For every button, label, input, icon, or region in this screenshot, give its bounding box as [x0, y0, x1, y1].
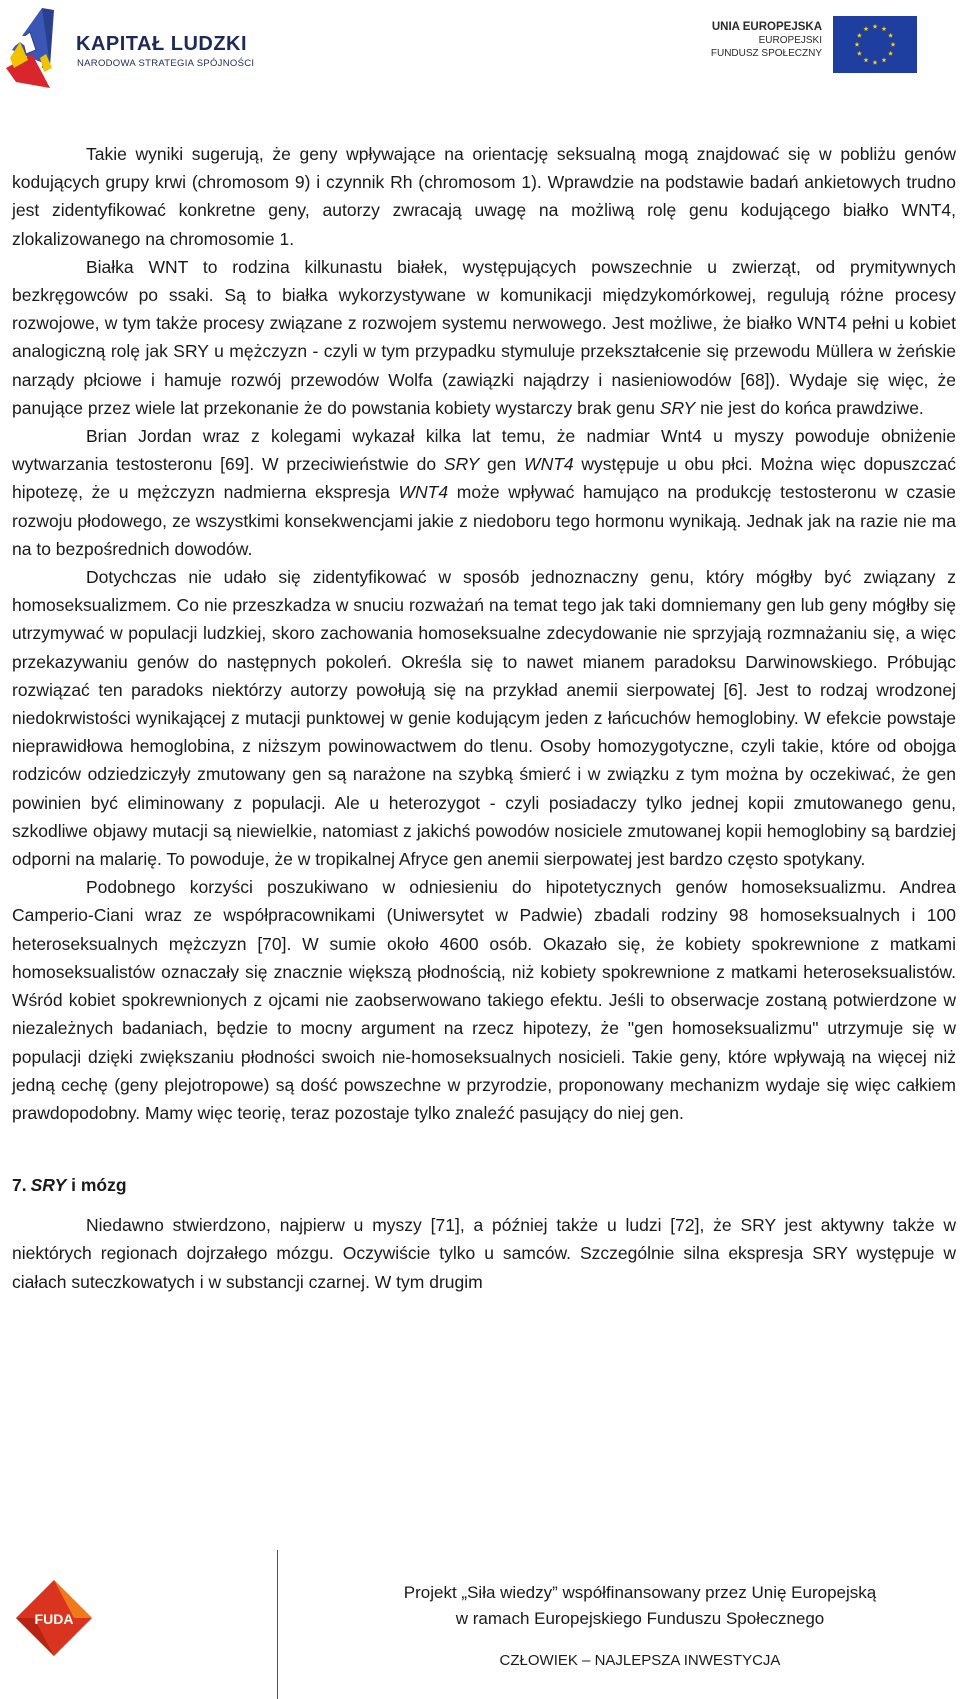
- paragraph: Brian Jordan wraz z kolegami wykazał kilka lat temu, że nadmiar Wnt4 u myszy powoduje obniżenie wytwarzania testosteronu [69]. W przeciwieństwie do SRY gen WNT4 występuje u obu płci. Można więc dopuszczać hipotezę, że u mężczyzn nadmierna ekspresja WNT4 może wpływać hamująco na produkcję testosteronu w czasie rozwoju płodowego, ze wszystkimi konsekwencjami jakie z niedoboru tego hormonu wynikają. Jednak jak na razie nie ma na to bezpośrednich dowodów.: [12, 426, 957, 559]
- eu-line-1: UNIA EUROPEJSKA: [711, 21, 822, 33]
- eu-line-3: FUNDUSZ SPOŁECZNY: [710, 48, 822, 59]
- footer-divider: [277, 1550, 278, 1699]
- footer-line-1: Projekt „Siła wiedzy” współfinansowany przez Unię Europejską: [403, 1583, 877, 1602]
- kapital-ludzki-title: KAPITAŁ LUDZKI: [76, 33, 248, 55]
- document-body: [12, 140, 956, 1296]
- italic-term: SRY: [659, 397, 696, 418]
- section-heading: [12, 1171, 956, 1199]
- paragraph: Dotychczas nie udało się zidentyfikować w sposób jednoznaczny genu, który mógłby być związany z homoseksualizmem. Co nie przeszkadza w snuciu rozważań na temat tego jak taki domniemany gen lub geny mógłby się utrzymywać w populacji ludzkiej, skoro zachowania homoseksualne zdecydowanie nie sprzyjają rozmnażaniu się, a więc przekazywaniu genów do następnych pokoleń. Określa się to nawet mianem paradoksu Darwinowskiego. Próbując rozwiązać ten paradoks niektórzy autorzy powołują się na przykład anemii sierpowatej [6]. Jest to rodzaj wrodzonej niedokrwistości wynikającej z mutacji punktowej w genie kodującym jeden z łańcuchów hemoglobiny. W efekcie powstaje nieprawidłowa hemoglobina, z niższym powinowactwem do tlenu. Osoby homozygotyczne, czyli takie, które od obojga rodziców odziedziczyły zmutowany gen są narażone na szybką śmierć i w związku z tym można by oczekiwać, że gen powinien być eliminowany z populacji. Ale u heterozygot - czyli posiadaczy tylko jednej kopii zmutowanego genu, szkodliwe objawy mutacji są niewielkie, natomiast z jakichś powodów nosiciele zmutowanej kopii hemoglobiny są bardziej odporni na malarię. To powoduje, że w tropikalnej Afryce gen anemii sierpowatej jest bardzo często spotykany.: [12, 567, 956, 870]
- page-header: [0, 0, 960, 100]
- eu-flag-icon: [833, 16, 917, 73]
- eu-logo-text: [711, 21, 822, 60]
- fuda-logo-text: FUDA: [34, 1611, 74, 1627]
- kapital-ludzki-logo-icon: [6, 8, 56, 92]
- section-title-rest: i mózg: [66, 1175, 127, 1196]
- paragraph: Białka WNT to rodzina kilkunastu białek, występujących powszechnie u zwierząt, od prymitywnych bezkręgowców po ssaki. Są to białka wykorzystywane w komunikacji międzykomórkowej, regulują różne procesy rozwojowe, w tym także procesy związane z rozwojem systemu nerwowego. Jest możliwe, że białko WNT4 pełni u kobiet analogiczną rolę jak SRY u mężczyzn - czyli w tym przypadku stymuluje przekształcenie się przewodu Müllera w żeńskie narządy płciowe i hamuje rozwój przewodów Wolfa (zawiązki najądrzy i nasieniowodów [68]). Wydaje się więc, że panujące przez wiele lat przekonanie że do powstania kobiety wystarczy brak genu SRY nie jest do końca prawdziwe.: [12, 256, 956, 418]
- fuda-logo-icon: [12, 1576, 96, 1660]
- footer-text: [350, 1580, 930, 1672]
- footer-line-2: w ramach Europejskiego Funduszu Społecznego: [455, 1609, 825, 1628]
- footer-line-3: CZŁOWIEK – NAJLEPSZA INWESTYCJA: [499, 1652, 781, 1669]
- section-title-italic: SRY: [30, 1175, 67, 1196]
- paragraph: Takie wyniki sugerują, że geny wpływające na orientację seksualną mogą znajdować się w pobliżu genów kodujących grupy krwi (chromosom 9) i czynnik Rh (chromosom 1). Wprawdzie na podstawie badań ankietowych trudno jest zidentyfikować konkretne geny, autorzy zwracają uwagę na możliwą rolę genu kodującego białko WNT4, zlokalizowanego na chromosomie 1.: [12, 144, 956, 249]
- section-number: 7.: [12, 1175, 27, 1196]
- italic-term: SRY: [443, 454, 480, 475]
- paragraph: Niedawno stwierdzono, najpierw u myszy [71], a później także u ludzi [72], że SRY jest aktywny także w niektórych regionach dojrzałego mózgu. Oczywiście tylko u samców. Szczególnie silna ekspresja SRY występuje w ciałach suteczkowatych i w substancji czarnej. W tym drugim: [12, 1215, 956, 1292]
- kapital-ludzki-subtitle: NARODOWA STRATEGIA SPÓJNOŚCI: [77, 58, 255, 69]
- eu-line-2: EUROPEJSKI: [758, 35, 822, 46]
- page-footer: [0, 1540, 960, 1699]
- paragraph: Podobnego korzyści poszukiwano w odniesieniu do hipotetycznych genów homoseksualizmu. Andrea Camperio-Ciani wraz ze współpracownikami (Uniwersytet w Padwie) zbadali rodziny 98 homoseksualnych i 100 heteroseksualnych mężczyzn [70]. W sumie około 4600 osób. Okazało się, że kobiety spokrewnione z matkami homoseksualistów oznaczały się znacznie większą płodnością, niż kobiety spokrewnione z matkami heteroseksualistów. Wśród kobiet spokrewnionych z ojcami nie zaobserwowano takiego efektu. Jeśli to obserwacje zostaną potwierdzone w niezależnych badaniach, będzie to mocny argument na rzecz hipotezy, że "gen homoseksualizmu" utrzymuje się w populacji dzięki zwiększaniu płodności swoich nie-homoseksualnych nosicieli. Takie geny, które wpływają na więcej niż jedną cechę (geny plejotropowe) są dość powszechne w przyrodzie, proponowany mechanizm wydaje się więc całkiem prawdopodobny. Mamy więc teorię, teraz pozostaje tylko znaleźć pasujący do niej gen.: [12, 877, 956, 1123]
- italic-term: WNT4: [398, 482, 449, 503]
- italic-term: WNT4: [524, 454, 574, 475]
